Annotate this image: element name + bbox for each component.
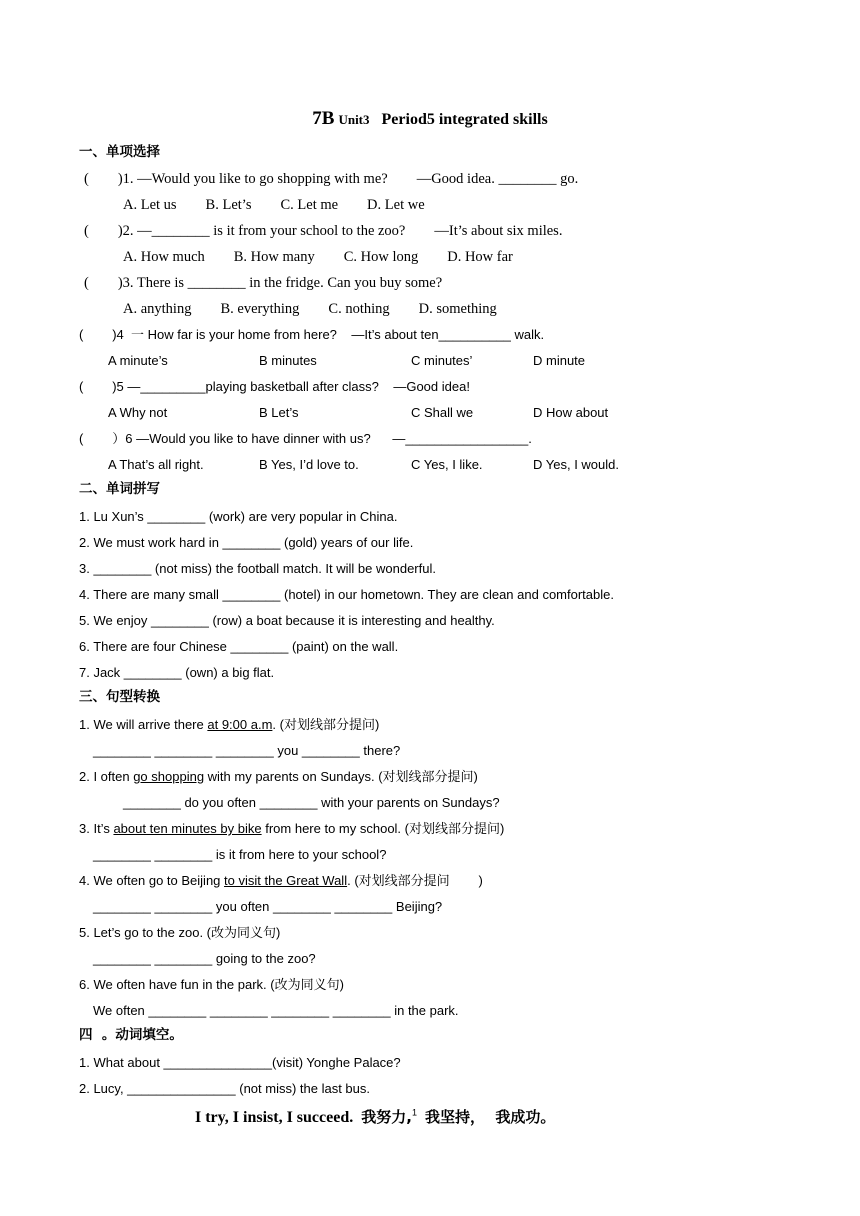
section-4-heading: 四 。动词填空。 <box>79 1027 183 1043</box>
s1-q5-option-a: A Why not <box>108 405 168 420</box>
motto <box>195 1106 555 1127</box>
s1-q6-option-d: D Yes, I would. <box>533 457 619 472</box>
s4-line-2: 2. Lucy, _______________ (not miss) the last bus. <box>79 1081 371 1096</box>
s3-q2: 2. I often go shopping with my parents on Sundays. (对划线部分提问) <box>79 769 478 784</box>
s3-q6-answer: We often ________ ________ ________ ________ in the park. <box>93 1003 459 1018</box>
s4-line-1: 1. What about _______________(visit) Yonghe Palace? <box>79 1055 401 1070</box>
s1-q1-options: A. Let us B. Let’s C. Let me D. Let we <box>123 197 425 213</box>
s1-q5-option-b: B Let’s <box>259 405 299 420</box>
s2-line-6: 6. There are four Chinese ________ (paint) on the wall. <box>79 639 399 654</box>
s1-q5-option-d: D How about <box>533 405 609 420</box>
motto-chinese-2: 我坚持， 我成功。 <box>424 1108 556 1126</box>
s3-q4-underlined: to visit the Great Wall <box>224 873 348 888</box>
s2-line-7: 7. Jack ________ (own) a big flat. <box>79 665 275 680</box>
s3-q2-underlined: go shopping <box>133 769 205 784</box>
s1-q4-option-c: C minutes’ <box>411 353 473 368</box>
s1-q6-option-a: A That’s all right. <box>108 457 204 472</box>
s1-q2-options: A. How much B. How many C. How long D. How far <box>123 249 513 265</box>
s2-line-1: 1. Lu Xun’s ________ (work) are very popular in China. <box>79 509 398 524</box>
s3-q1-underlined: at 9:00 a.m <box>207 717 273 732</box>
s1-q4-stem: ( )4 一 How far is your home from here? —It’s about ten__________ walk. <box>79 327 545 342</box>
s3-q3-underlined: about ten minutes by bike <box>113 821 262 836</box>
s2-line-5: 5. We enjoy ________ (row) a boat because it is interesting and healthy. <box>79 613 495 628</box>
s2-line-2: 2. We must work hard in ________ (gold) years of our life. <box>79 535 414 550</box>
s1-q3-options: A. anything B. everything C. nothing D. something <box>123 301 497 317</box>
section-1-heading: 一、单项选择 <box>79 144 160 160</box>
title-grade: 7B <box>312 108 335 129</box>
s1-q2-stem: ( )2. —________ is it from your school to the zoo? —It’s about six miles. <box>84 223 563 239</box>
s1-q3-stem: ( )3. There is ________ in the fridge. Can you buy some? <box>84 275 443 291</box>
s3-q1: 1. We will arrive there at 9:00 a.m. (对划线部分提问) <box>79 717 380 732</box>
s2-line-3: 3. ________ (not miss) the football match. It will be wonderful. <box>79 561 436 576</box>
section-2-heading: 二、单词拼写 <box>79 481 160 497</box>
s1-q5-stem: ( )5 —_________playing basketball after class? —Good idea! <box>79 379 470 394</box>
s3-q3: 3. It’s about ten minutes by bike from here to my school. (对划线部分提问) <box>79 821 505 836</box>
title-unit: Unit3 <box>338 112 370 127</box>
s1-q6-stem: ( ）6 —Would you like to have dinner with us? —_________________. <box>79 431 532 446</box>
section-3-heading: 三、句型转换 <box>79 689 160 705</box>
s3-q2-answer: ________ do you often ________ with your parents on Sundays? <box>123 795 500 810</box>
s2-line-4: 4. There are many small ________ (hotel) in our hometown. They are clean and comfortable. <box>79 587 614 602</box>
s3-q3-answer: ________ ________ is it from here to your school? <box>93 847 387 862</box>
s3-q1-answer: ________ ________ ________ you ________ there? <box>93 743 401 758</box>
motto-english: I try, I insist, I succeed. <box>195 1109 354 1126</box>
s3-q6: 6. We often have fun in the park. (改为同义句) <box>79 977 344 992</box>
motto-chinese-1: 我努力, <box>361 1108 412 1126</box>
s3-q4-answer: ________ ________ you often ________ ________ Beijing? <box>93 899 443 914</box>
s3-q4: 4. We often go to Beijing to visit the Great Wall. (对划线部分提问 ) <box>79 873 483 888</box>
s3-q5: 5. Let’s go to the zoo. (改为同义句) <box>79 925 281 940</box>
page-number: 1 <box>411 1107 417 1118</box>
s1-q6-option-c: C Yes, I like. <box>411 457 483 472</box>
s1-q6-option-b: B Yes, I’d love to. <box>259 457 359 472</box>
title-period: Period5 integrated skills <box>381 111 548 128</box>
s1-q4-option-a: A minute’s <box>108 353 168 368</box>
s1-q4-option-b: B minutes <box>259 353 317 368</box>
s3-q5-answer: ________ ________ going to the zoo? <box>93 951 316 966</box>
s1-q5-option-c: C Shall we <box>411 405 474 420</box>
s1-q1-stem: ( )1. —Would you like to go shopping with me? —Good idea. ________ go. <box>84 171 579 187</box>
page-title <box>0 108 860 130</box>
s1-q4-option-d: D minute <box>533 353 586 368</box>
